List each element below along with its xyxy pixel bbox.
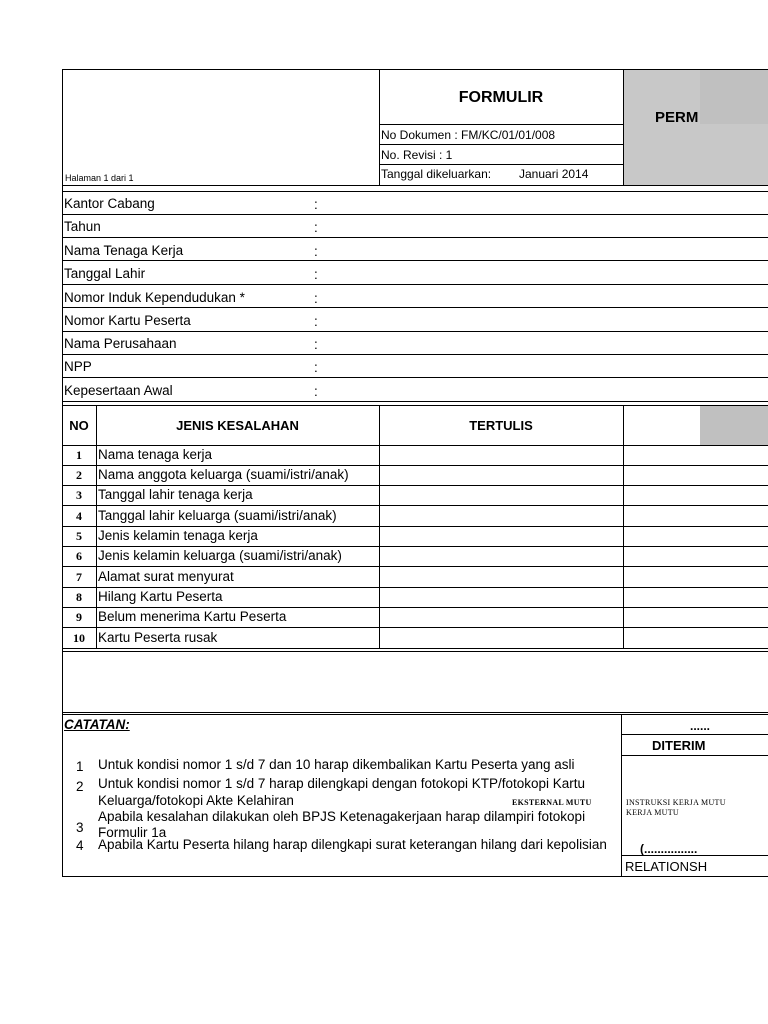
table-row-no: 9 xyxy=(76,610,82,624)
field-sep: : xyxy=(314,384,318,399)
catatan-item-text: Keluarga/fotokopi Akte Kelahiran xyxy=(98,793,294,808)
table-row-jenis: Jenis kelamin tenaga kerja xyxy=(98,528,258,543)
table-row-no: 6 xyxy=(76,549,82,563)
table-row-no: 5 xyxy=(76,529,82,543)
table-row-jenis: Tanggal lahir keluarga (suami/istri/anak) xyxy=(98,508,337,523)
field-sep: : xyxy=(314,360,318,375)
field-label: Nomor Kartu Peserta xyxy=(64,313,191,328)
page-info: Halaman 1 dari 1 xyxy=(65,173,134,183)
field-sep: : xyxy=(314,244,318,259)
catatan-item-no: 1 xyxy=(76,759,84,774)
table-row-jenis: Jenis kelamin keluarga (suami/istri/anak) xyxy=(98,548,342,563)
right-title: PERM xyxy=(655,109,699,126)
field-label: NPP xyxy=(64,359,92,374)
table-row-jenis: Nama tenaga kerja xyxy=(98,447,213,462)
form-title: FORMULIR xyxy=(458,89,544,106)
right-sign: (................ xyxy=(640,842,698,856)
field-sep: : xyxy=(314,220,318,235)
no-revisi: No. Revisi : 1 xyxy=(381,148,453,162)
field-label: Nama Perusahaan xyxy=(64,336,177,351)
right-relationship: RELATIONSH xyxy=(625,859,708,874)
table-row-no: 8 xyxy=(76,590,82,604)
field-sep: : xyxy=(314,291,318,306)
table-row-no: 4 xyxy=(76,509,82,523)
field-label: Nama Tenaga Kerja xyxy=(64,243,184,258)
catatan-item-text: Apabila kesalahan dilakukan oleh BPJS Ketenagakerjaan harap dilampiri fotokopi xyxy=(98,809,586,824)
table-row-no: 1 xyxy=(76,448,82,462)
field-label: Kepesertaan Awal xyxy=(64,383,173,398)
right-instr-1: INSTRUKSI KERJA MUTU xyxy=(626,798,726,807)
catatan-item-text: Apabila Kartu Peserta hilang harap dilengkapi surat keterangan hilang dari kepolisian xyxy=(98,837,607,852)
field-sep: : xyxy=(314,197,318,212)
catatan-item-no: 3 xyxy=(76,820,84,835)
table-row-jenis: Belum menerima Kartu Peserta xyxy=(98,609,287,624)
no-dokumen: No Dokumen : FM/KC/01/01/008 xyxy=(381,128,556,142)
field-label: Tahun xyxy=(64,219,101,234)
table-row-jenis: Kartu Peserta rusak xyxy=(98,630,218,645)
field-sep: : xyxy=(314,267,318,282)
table-row-no: 3 xyxy=(76,488,82,502)
right-dots: ...... xyxy=(690,719,711,733)
field-sep: : xyxy=(314,337,318,352)
catatan-item-text: Untuk kondisi nomor 1 s/d 7 dan 10 harap dikembalikan Kartu Peserta yang asli xyxy=(98,757,575,772)
table-row-no: 7 xyxy=(76,570,82,584)
table-row-no: 2 xyxy=(76,468,82,482)
catatan-item-text: Formulir 1a xyxy=(98,825,167,840)
field-label: Nomor Induk Kependudukan * xyxy=(64,290,245,305)
catatan-title: CATATAN: xyxy=(64,717,130,732)
table-row-jenis: Hilang Kartu Peserta xyxy=(98,589,223,604)
field-sep: : xyxy=(314,314,318,329)
table-gray-tab xyxy=(700,406,768,445)
catatan-item-text: Untuk kondisi nomor 1 s/d 7 harap dilengkapi dengan fotokopi KTP/fotokopi Kartu xyxy=(98,776,586,791)
table-header-jenis: JENIS KESALAHAN xyxy=(176,418,299,433)
field-label: Kantor Cabang xyxy=(64,196,155,211)
right-instr-2: KERJA MUTU xyxy=(626,808,680,817)
table-row-jenis: Alamat surat menyurat xyxy=(98,569,234,584)
catatan-item-no: 4 xyxy=(76,838,84,853)
table-row-no: 10 xyxy=(73,631,85,645)
right-diterima: DITERIM xyxy=(652,738,706,753)
overlap-text: EKSTERNAL MUTU xyxy=(512,798,592,807)
tanggal-label: Tanggal dikeluarkan: xyxy=(381,167,492,181)
table-row-jenis: Tanggal lahir tenaga kerja xyxy=(98,487,253,502)
table-header-tertulis: TERTULIS xyxy=(469,418,533,433)
table-header-no: NO xyxy=(69,418,89,433)
tanggal-value: Januari 2014 xyxy=(519,167,589,181)
field-label: Tanggal Lahir xyxy=(64,266,146,281)
catatan-item-no: 2 xyxy=(76,779,84,794)
table-row-jenis: Nama anggota keluarga (suami/istri/anak) xyxy=(98,467,349,482)
header-gray-tab xyxy=(700,70,768,124)
